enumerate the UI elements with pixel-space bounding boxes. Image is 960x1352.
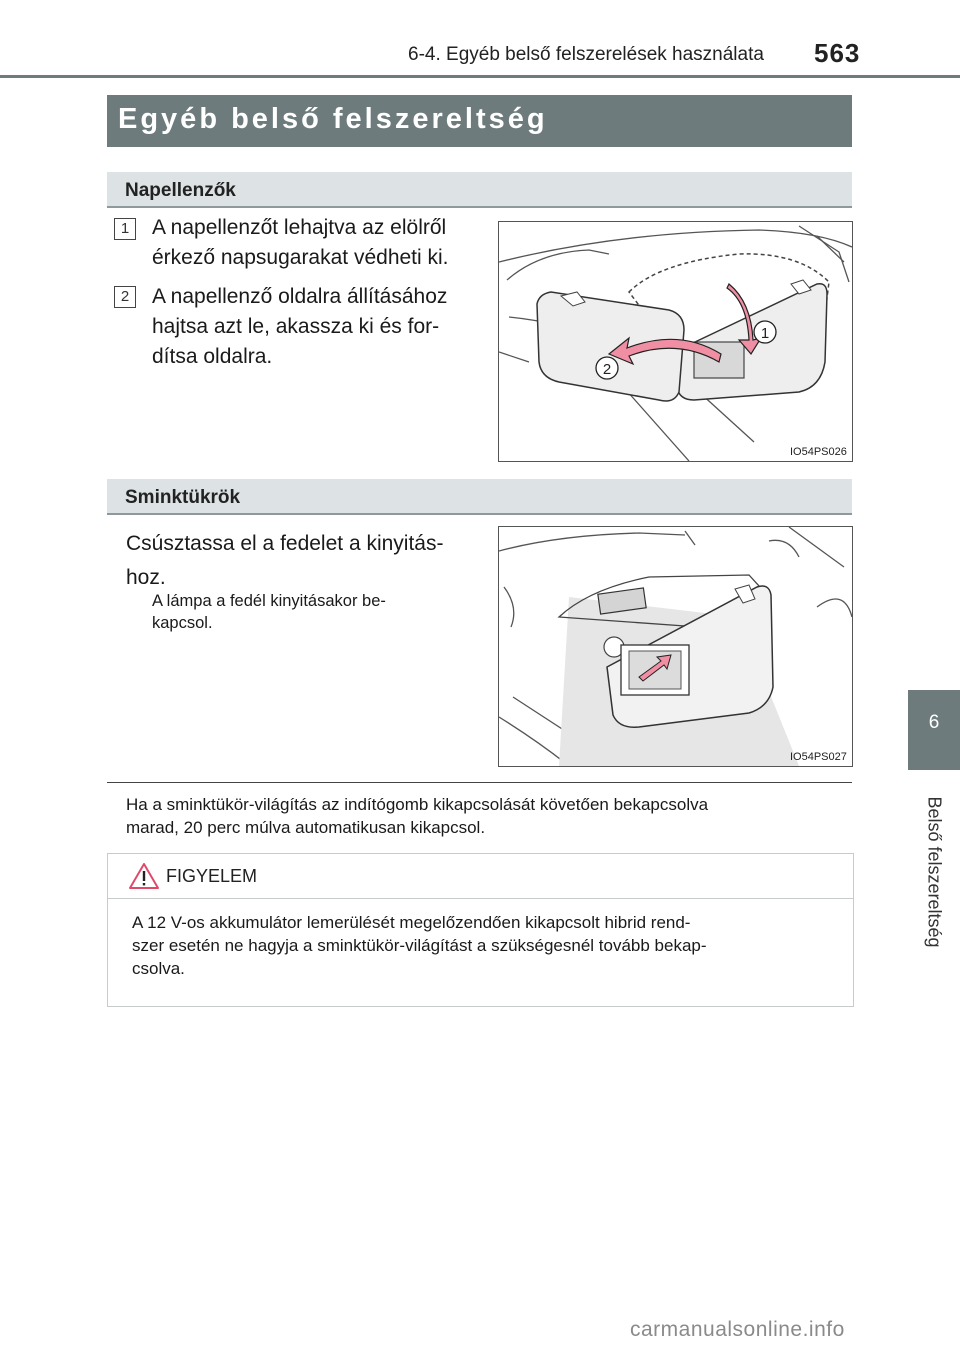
callout-2-label: 2: [602, 361, 612, 378]
text-line: A lámpa a fedél kinyitásakor be-: [152, 592, 386, 610]
page-number: 563: [814, 38, 861, 68]
sun-visor-step-2: [152, 282, 447, 372]
text-line: marad, 20 perc múlva automatikusan kikapcsol.: [126, 818, 486, 837]
warning-divider: [108, 898, 853, 899]
watermark: carmanualsonline.info: [630, 1318, 845, 1341]
item-number-badge: 2: [114, 286, 136, 308]
sun-visor-drawing: [499, 222, 852, 461]
page-title: Egyéb belső felszereltség: [118, 103, 548, 135]
text-line: hajtsa azt le, akassza ki és for-: [152, 315, 440, 338]
sun-visors-heading: Napellenzők: [125, 180, 236, 201]
sun-visor-step-1: [152, 213, 449, 273]
figure-code: IO54PS026: [790, 446, 847, 458]
warning-triangle-icon: [128, 862, 160, 895]
text-line: Csúsztassa el a fedelet a kinyitás-: [126, 532, 444, 555]
warning-title: FIGYELEM: [166, 866, 258, 886]
callout-1-label: 1: [760, 325, 770, 342]
text-line: A 12 V-os akkumulátor lemerülését megelőzendően kikapcsolt hibrid rend-: [132, 913, 691, 932]
text-line: A napellenzőt lehajtva az elölről: [152, 216, 447, 239]
text-line: kapcsol.: [152, 614, 213, 632]
figure-code: IO54PS027: [790, 751, 847, 763]
warning-text: [132, 911, 832, 980]
item-number-badge: 1: [114, 218, 136, 240]
note-rule: [107, 782, 852, 783]
chapter-tab-label: Belső felszereltség: [924, 796, 945, 948]
header-rule: [0, 75, 960, 78]
text-line: szer esetén ne hagyja a sminktükör-világítást a szükségesnél tovább bekap-: [132, 936, 707, 955]
vanity-mirror-instruction: [126, 527, 476, 595]
chapter-tab-number: 6: [928, 712, 940, 733]
text-line: érkező napsugarakat védheti ki.: [152, 246, 449, 269]
text-line: Ha a sminktükör-világítás az indítógomb kikapcsolását követően bekapcsolva: [126, 795, 709, 814]
running-header-section: 6-4. Egyéb belső felszerelések használata: [408, 44, 764, 65]
vanity-mirrors-heading: Sminktükrök: [125, 487, 241, 508]
text-line: hoz.: [126, 566, 166, 589]
vanity-mirror-drawing: [499, 527, 852, 766]
vanity-mirror-illustration: [498, 526, 853, 767]
vanity-light-auto-off-note: [126, 793, 852, 839]
vanity-mirror-lamp-note: [152, 590, 476, 634]
text-line: csolva.: [132, 959, 185, 978]
text-line: dítsa oldalra.: [152, 345, 273, 368]
sun-visor-illustration: [498, 221, 853, 462]
text-line: A napellenző oldalra állításához: [152, 285, 448, 308]
